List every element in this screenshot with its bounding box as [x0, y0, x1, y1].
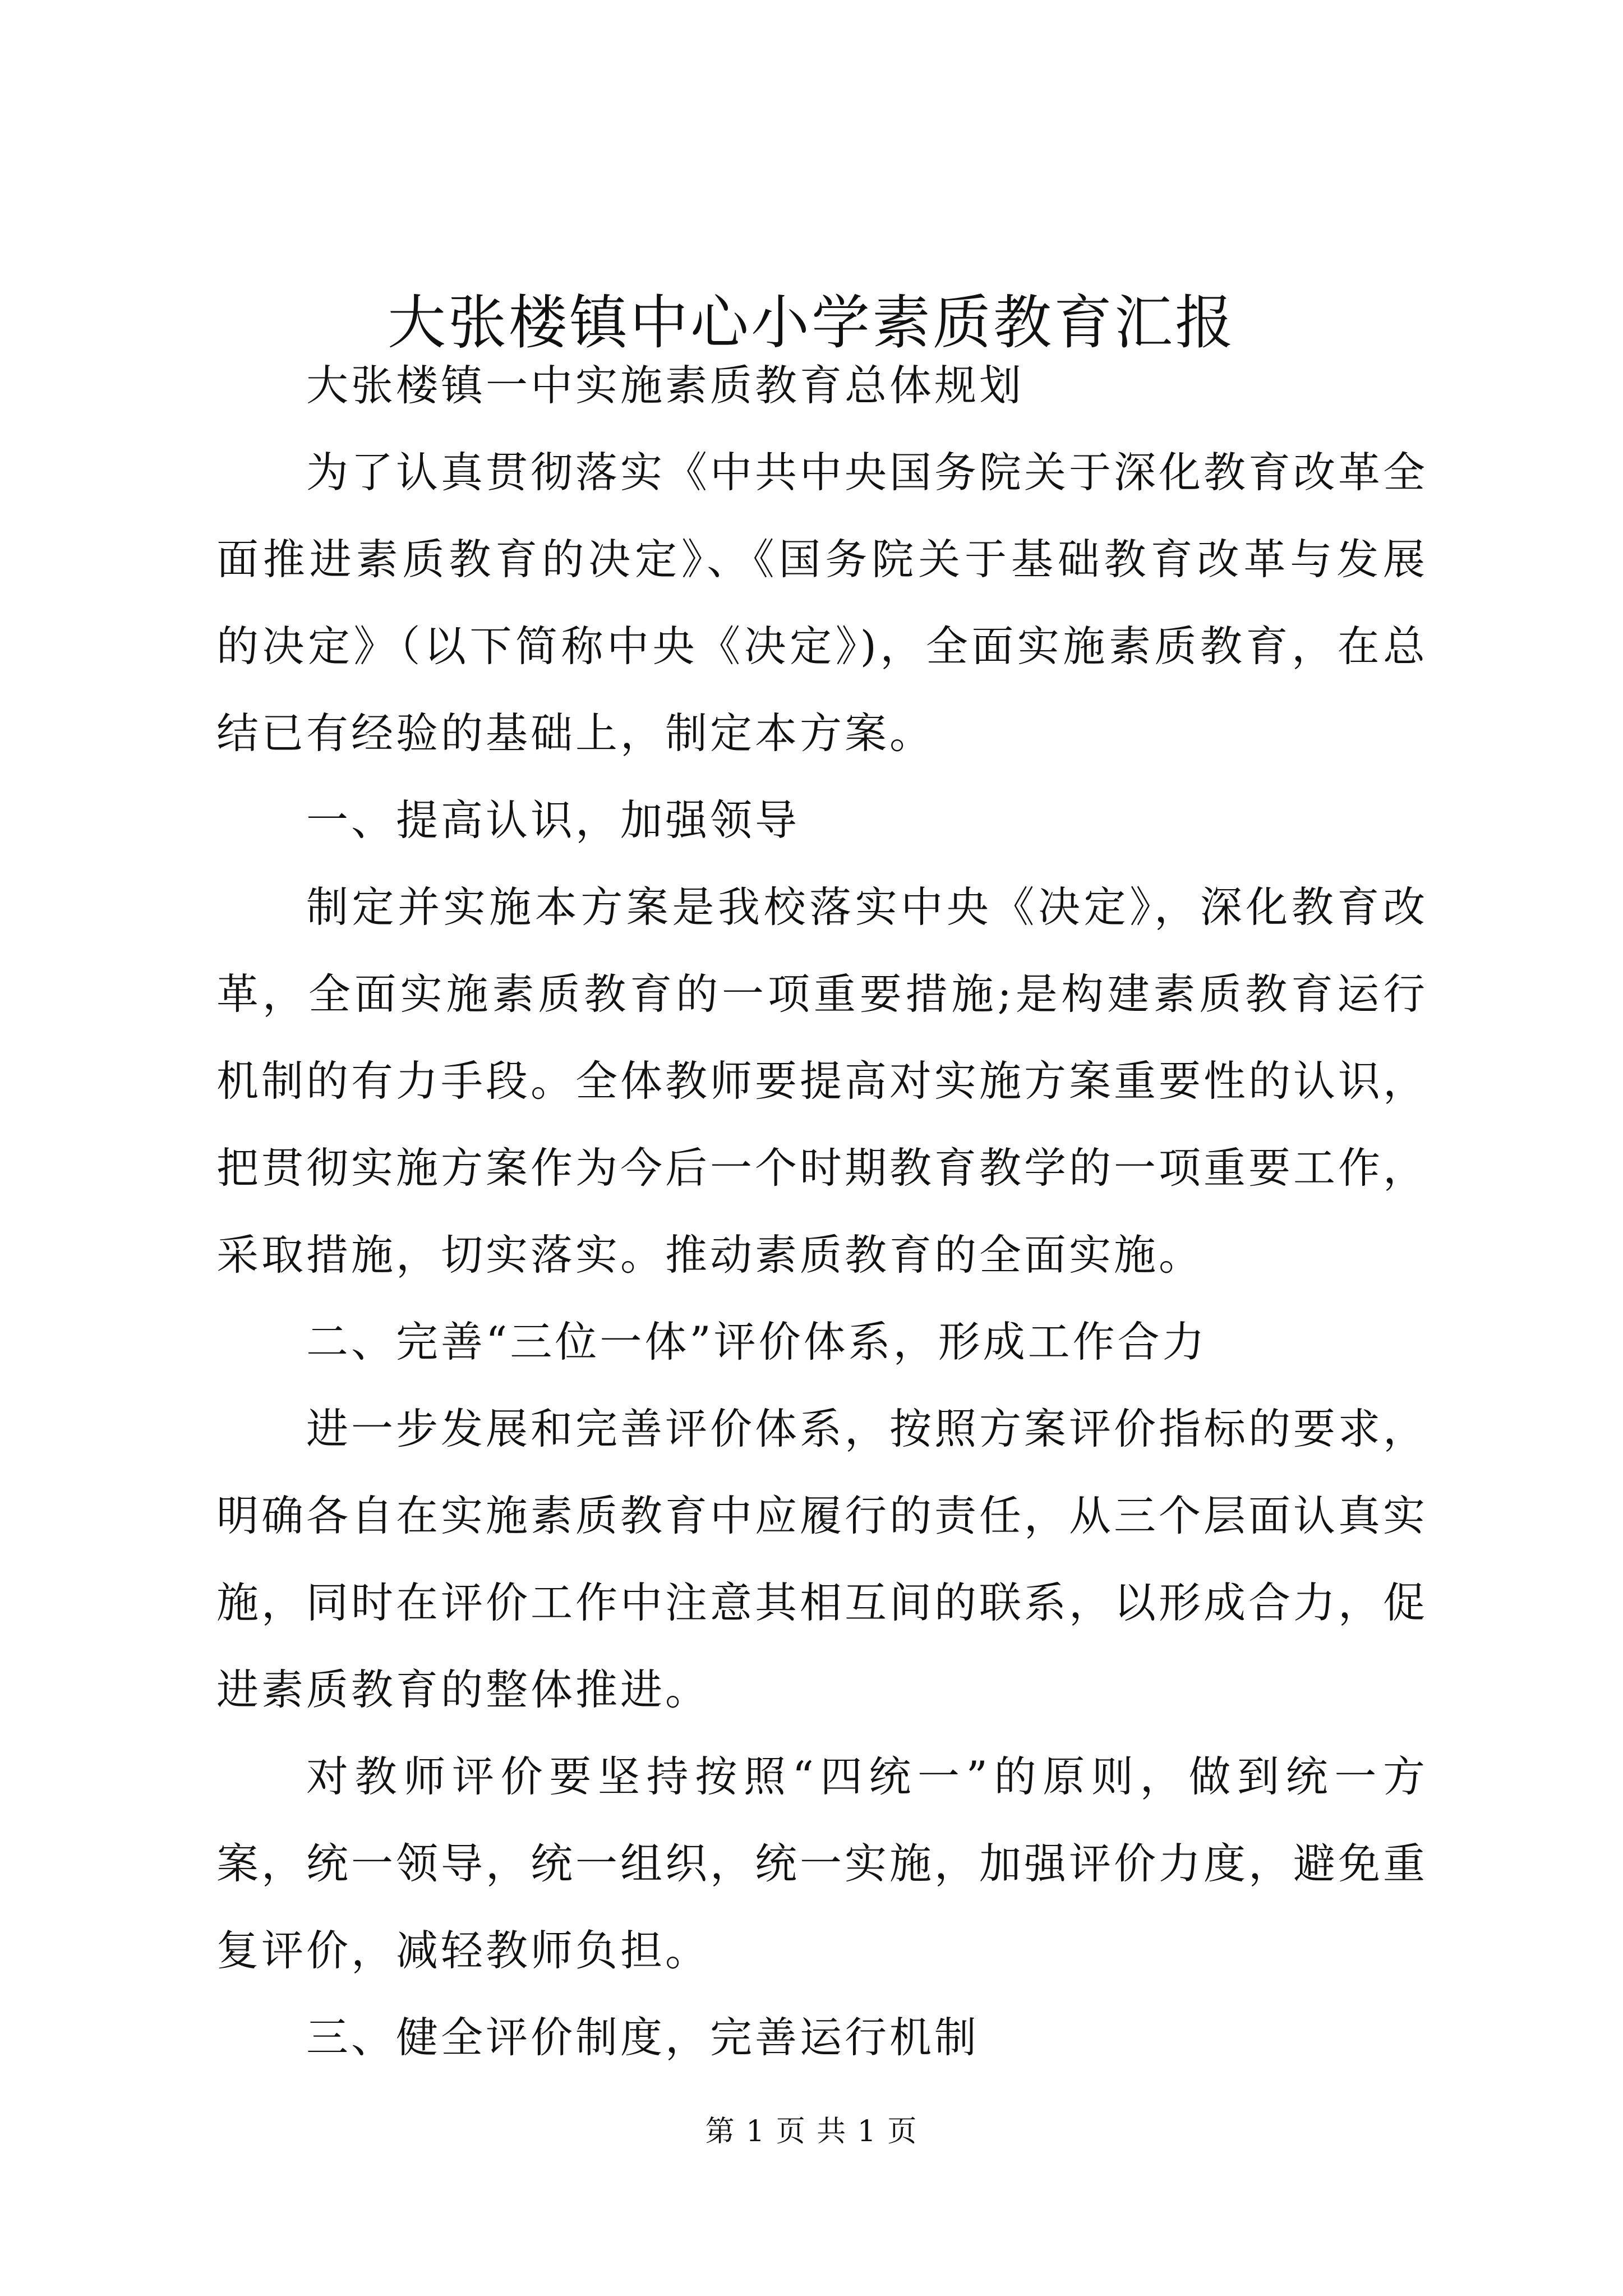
- paragraph-intro: 为了认真贯彻落实《中共中央国务院关于深化教育改革全面推进素质教育的决定》、《国务院关于基础教育改革与发展的决定》（以下简称中央《决定》)，全面实施素质教育，在总结已有经验的基础上，制定本方案。: [216, 448, 1428, 758]
- section-heading-3: 三、健全评价制度，完善运行机制: [306, 2013, 980, 2062]
- section-heading-1: 一、提高认识，加强领导: [306, 795, 800, 845]
- paragraph-section-2b: 对教师评价要坚持按照“四统一”的原则，做到统一方案，统一领导，统一组织，统一实施，加强评价力度，避免重复评价，减轻教师负担。: [216, 1752, 1428, 1975]
- section-heading-2: 二、完善“三位一体”评价体系，形成工作合力: [306, 1317, 1207, 1366]
- page-footer: 第 1 页 共 1 页: [705, 2115, 918, 2148]
- paragraph-section-1: 制定并实施本方案是我校落实中央《决定》，深化教育改革，全面实施素质教育的一项重要措施;是构建素质教育运行机制的有力手段。全体教师要提高对实施方案重要性的认识，把贯彻实施方案作为今后一个时期教育教学的一项重要工作，采取措施，切实落实。推动素质教育的全面实施。: [216, 882, 1428, 1280]
- document-body: [216, 342, 1428, 2081]
- paragraph-section-2a: 进一步发展和完善评价体系，按照方案评价指标的要求，明确各自在实施素质教育中应履行的责任，从三个层面认真实施，同时在评价工作中注意其相互间的联系，以形成合力，促进素质教育的整体推进。: [216, 1404, 1428, 1714]
- document-title: 大张楼镇中心小学素质教育汇报: [387, 288, 1235, 357]
- paragraph-subtitle: 大张楼镇一中实施素质教育总体规划: [306, 361, 1025, 410]
